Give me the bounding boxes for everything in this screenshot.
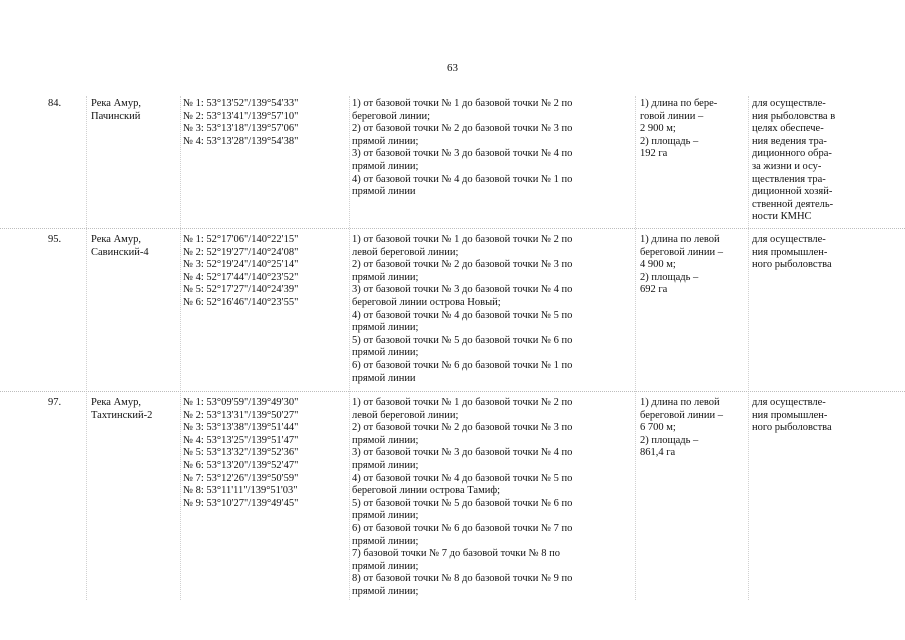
boundaries-description-line: 1) от базовой точки № 1 до базовой точки № 2 по — [352, 234, 573, 245]
base-points-line: № 1: 53°09'59"/139°49'30" — [183, 397, 299, 408]
area-purpose-line: диционного обра- — [752, 148, 832, 160]
boundaries-description-line: прямой линии; — [352, 322, 419, 334]
column-divider — [86, 96, 87, 600]
area-purpose-line: ного рыболовства — [752, 259, 832, 271]
row-number-line: 95. — [48, 234, 62, 245]
boundaries-description-line: прямой линии; — [352, 535, 419, 547]
area-size-line: береговой линии – — [640, 246, 724, 258]
boundaries-description-line: прямой линии; — [352, 135, 419, 147]
base-points-line: № 4: 53°13'25"/139°51'47" — [183, 434, 299, 446]
boundaries-description-line: 3) от базовой точки № 3 до базовой точки № 4 по — [352, 284, 573, 296]
boundaries-description-line: 6) от базовой точки № 6 до базовой точки № 7 по — [352, 522, 573, 534]
base-points — [183, 234, 348, 310]
row-number — [48, 397, 84, 410]
boundaries-description-line: 3) от базовой точки № 3 до базовой точки № 4 по — [352, 447, 573, 459]
boundaries-description-line: 4) от базовой точки № 4 до базовой точки № 5 по — [352, 472, 573, 484]
base-points-line: № 3: 53°13'38"/139°51'44" — [183, 422, 299, 434]
boundaries-description-line: 2) от базовой точки № 2 до базовой точки № 3 по — [352, 123, 573, 135]
area-size-line: 692 га — [640, 284, 668, 296]
base-points-line: № 3: 53°13'18"/139°57'06" — [183, 123, 299, 135]
area-purpose-line: ния промышлен- — [752, 246, 828, 258]
base-points-line: № 4: 53°13'28"/139°54'38" — [183, 135, 299, 147]
row-number — [48, 98, 84, 111]
area-purpose-line: ственной деятель- — [752, 198, 834, 210]
area-size-line: 1) длина по левой — [640, 234, 720, 245]
boundaries-description-line: прямой линии; — [352, 434, 419, 446]
base-points-line: № 6: 53°13'20"/139°52'47" — [183, 459, 299, 471]
area-purpose-line: для осуществле- — [752, 98, 826, 109]
area-purpose-line: для осуществле- — [752, 234, 826, 245]
area-purpose-line: для осуществле- — [752, 397, 826, 408]
boundaries-description-line: береговой линии; — [352, 110, 431, 122]
area-size-line: 192 га — [640, 148, 668, 160]
area-size-line: 2) площадь – — [640, 271, 699, 283]
area-size — [640, 234, 745, 297]
boundaries-description-line: 4) от базовой точки № 4 до базовой точки № 5 по — [352, 309, 573, 321]
base-points-line: № 1: 52°17'06"/140°22'15" — [183, 234, 299, 245]
base-points-line: № 7: 53°12'26"/139°50'59" — [183, 472, 299, 484]
boundaries-description — [352, 234, 632, 385]
row-number-line: 97. — [48, 397, 62, 408]
base-points-line: № 6: 52°16'46"/140°23'55" — [183, 296, 299, 308]
row-divider — [0, 391, 905, 392]
boundaries-description — [352, 397, 632, 599]
area-size-line: говой линии – — [640, 110, 704, 122]
area-purpose-line: ния промышлен- — [752, 409, 828, 421]
area-name-line: Река Амур, — [91, 234, 141, 245]
area-purpose-line: целях обеспече- — [752, 123, 824, 135]
column-divider — [748, 96, 749, 600]
area-size-line: 1) длина по левой — [640, 397, 720, 408]
column-divider — [635, 96, 636, 600]
base-points — [183, 98, 348, 148]
boundaries-description-line: 1) от базовой точки № 1 до базовой точки № 2 по — [352, 397, 573, 408]
row-number — [48, 234, 84, 247]
base-points-line: № 4: 52°17'44"/140°23'52" — [183, 271, 299, 283]
area-name-line: Тахтинский-2 — [91, 409, 153, 421]
base-points-line: № 2: 53°13'31"/139°50'27" — [183, 409, 299, 421]
area-size — [640, 98, 745, 161]
area-size-line: 861,4 га — [640, 447, 676, 459]
boundaries-description-line: 2) от базовой точки № 2 до базовой точки № 3 по — [352, 259, 573, 271]
base-points-line: № 2: 52°19'27"/140°24'08" — [183, 246, 299, 258]
area-size-line: береговой линии – — [640, 409, 724, 421]
boundaries-description-line: 5) от базовой точки № 5 до базовой точки № 6 по — [352, 334, 573, 346]
boundaries-description-line: прямой линии; — [352, 160, 419, 172]
base-points-line: № 1: 53°13'52"/139°54'33" — [183, 98, 299, 109]
boundaries-description-line: прямой линии; — [352, 459, 419, 471]
boundaries-description — [352, 98, 632, 199]
area-size-line: 1) длина по бере- — [640, 98, 718, 109]
area-name — [91, 397, 181, 422]
base-points-line: № 5: 52°17'27"/140°24'39" — [183, 284, 299, 296]
boundaries-description-line: 5) от базовой точки № 5 до базовой точки № 6 по — [352, 497, 573, 509]
area-purpose-line: ния рыболовства в — [752, 110, 836, 122]
area-name — [91, 234, 181, 259]
base-points-line: № 5: 53°13'32"/139°52'36" — [183, 447, 299, 459]
boundaries-description-line: прямой линии — [352, 186, 416, 198]
page-number: 63 — [447, 62, 458, 74]
boundaries-description-line: прямой линии; — [352, 585, 419, 597]
area-purpose-line: ния ведения тра- — [752, 135, 827, 147]
boundaries-description-line: 2) от базовой точки № 2 до базовой точки № 3 по — [352, 422, 573, 434]
boundaries-description-line: прямой линии; — [352, 560, 419, 572]
base-points-line: № 2: 53°13'41"/139°57'10" — [183, 110, 299, 122]
area-size-line: 4 900 м; — [640, 259, 676, 271]
area-purpose-line: диционной хозяй- — [752, 186, 833, 198]
boundaries-description-line: 3) от базовой точки № 3 до базовой точки № 4 по — [352, 148, 573, 160]
boundaries-description-line: прямой линии; — [352, 510, 419, 522]
area-size — [640, 397, 745, 460]
boundaries-description-line: прямой линии; — [352, 271, 419, 283]
area-size-line: 2) площадь – — [640, 434, 699, 446]
area-size-line: 2 900 м; — [640, 123, 676, 135]
boundaries-description-line: береговой линии острова Новый; — [352, 296, 501, 308]
boundaries-description-line: прямой линии; — [352, 347, 419, 359]
area-name — [91, 98, 181, 123]
boundaries-description-line: 7) базовой точки № 7 до базовой точки № 8 по — [352, 548, 561, 560]
base-points-line: № 3: 52°19'24"/140°25'14" — [183, 259, 299, 271]
area-purpose — [752, 98, 872, 224]
area-purpose-line: ного рыболовства — [752, 422, 832, 434]
area-name-line: Пачинский — [91, 110, 141, 122]
boundaries-description-line: 4) от базовой точки № 4 до базовой точки № 1 по — [352, 173, 573, 185]
column-divider — [180, 96, 181, 600]
row-divider — [0, 228, 905, 229]
boundaries-description-line: береговой линии острова Тамиф; — [352, 485, 501, 497]
boundaries-description-line: левой береговой линии; — [352, 409, 459, 421]
area-purpose-line: ности КМНС — [752, 211, 812, 223]
area-purpose — [752, 397, 872, 435]
boundaries-description-line: 8) от базовой точки № 8 до базовой точки № 9 по — [352, 573, 573, 585]
area-purpose — [752, 234, 872, 272]
area-purpose-line: ществления тра- — [752, 173, 826, 185]
column-divider — [349, 96, 350, 600]
area-size-line: 6 700 м; — [640, 422, 676, 434]
base-points-line: № 8: 53°11'11"/139°51'03" — [183, 485, 298, 497]
base-points-line: № 9: 53°10'27"/139°49'45" — [183, 497, 299, 509]
area-name-line: Река Амур, — [91, 98, 141, 109]
boundaries-description-line: прямой линии — [352, 372, 416, 384]
area-name-line: Река Амур, — [91, 397, 141, 408]
row-number-line: 84. — [48, 98, 62, 109]
boundaries-description-line: 1) от базовой точки № 1 до базовой точки № 2 по — [352, 98, 573, 109]
area-size-line: 2) площадь – — [640, 135, 699, 147]
area-name-line: Савинский-4 — [91, 246, 149, 258]
boundaries-description-line: 6) от базовой точки № 6 до базовой точки № 1 по — [352, 359, 573, 371]
base-points — [183, 397, 348, 510]
area-purpose-line: за жизни и осу- — [752, 160, 822, 172]
boundaries-description-line: левой береговой линии; — [352, 246, 459, 258]
